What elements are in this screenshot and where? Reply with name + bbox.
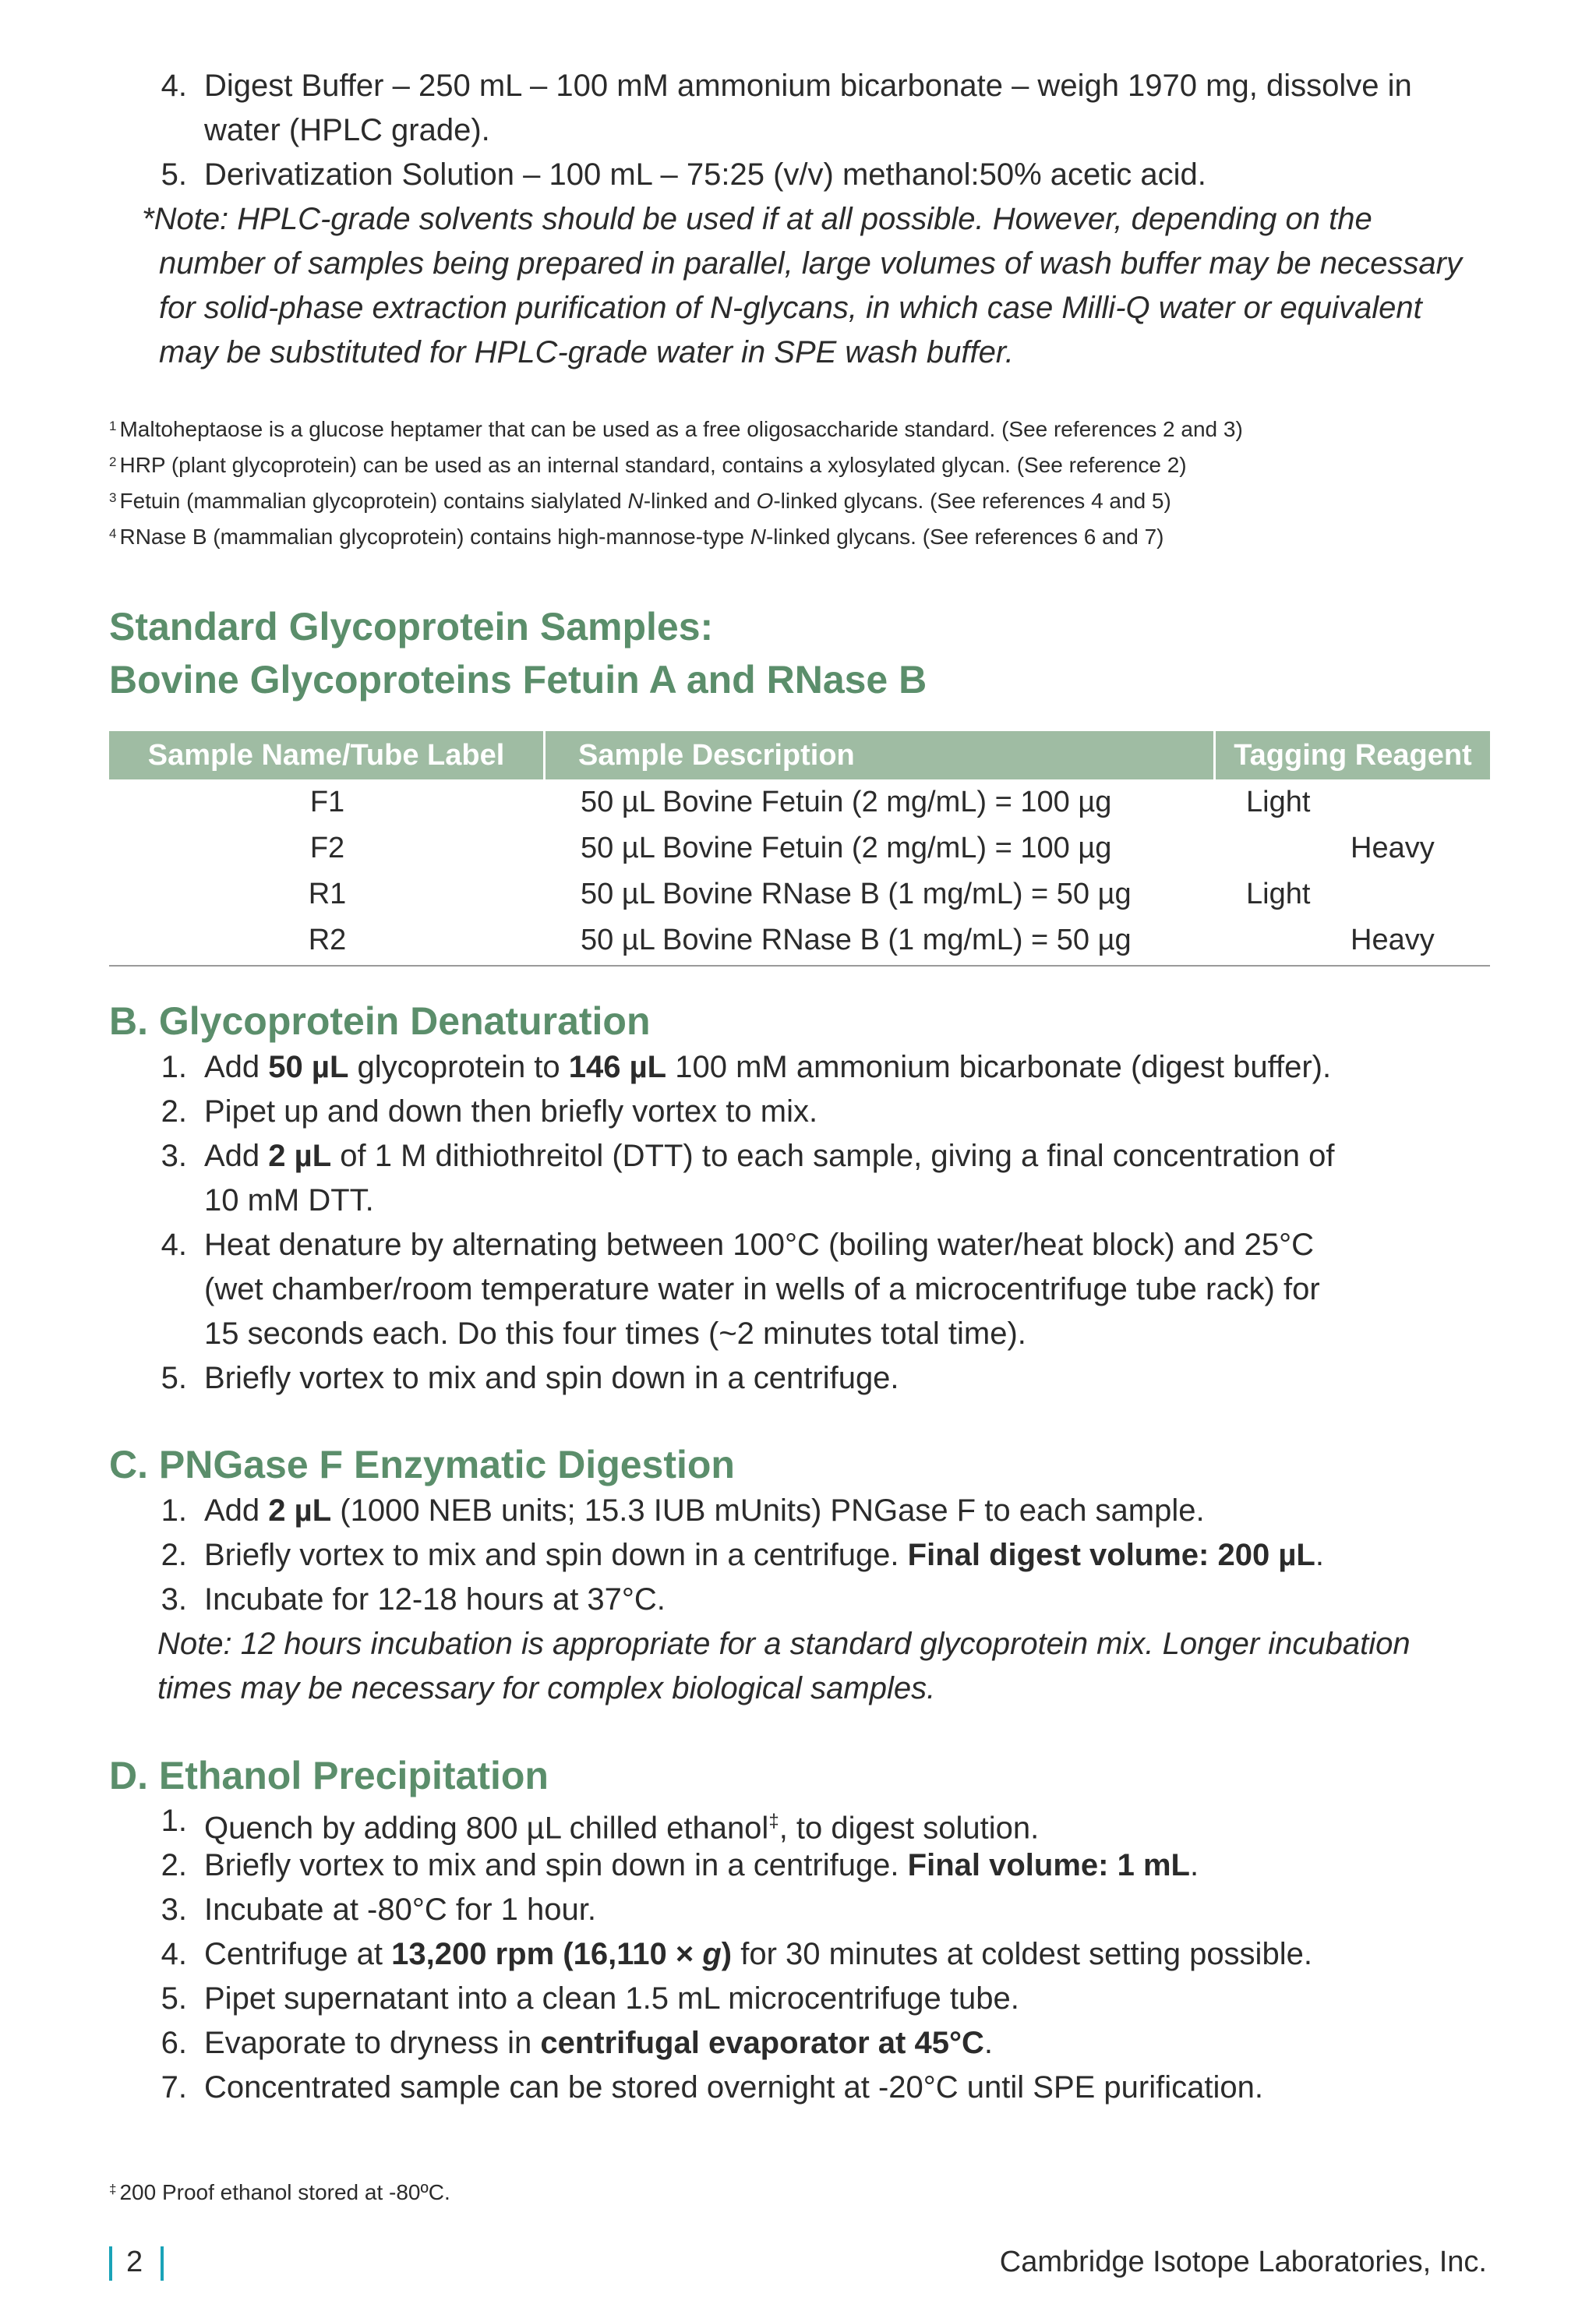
footnote-marker: ‡	[768, 1811, 779, 1832]
text-run: (1000 NEB units; 15.3 IUB mUnits) PNGase F to each sample.	[331, 1493, 1205, 1528]
text-run: glycoprotein to	[348, 1050, 569, 1084]
footnote	[109, 444, 1187, 483]
footnote-text: Fetuin (mammalian glycoprotein) contains sialylated	[119, 489, 628, 513]
table-header	[109, 731, 1490, 779]
cell-label: R1	[308, 878, 347, 910]
text-run: .	[1315, 1538, 1324, 1572]
list-number: 6.	[161, 2026, 187, 2060]
list-number: 2.	[161, 1848, 187, 1882]
table-bottom-rule	[109, 965, 1490, 967]
list-number: 2.	[161, 1538, 187, 1572]
list-text	[204, 2021, 1448, 2066]
list-text: Pipet up and down then briefly vortex to mix.	[204, 1094, 818, 1129]
list-item	[0, 1134, 1596, 1223]
cell-description: 50 µL Bovine RNase B (1 mg/mL) = 50 µg	[581, 878, 1132, 910]
text-run: Briefly vortex to mix and spin down in a centrifuge.	[204, 1538, 908, 1572]
list-number: 3.	[161, 1582, 187, 1617]
text-run: for 30 minutes at coldest setting possible.	[732, 1937, 1312, 1971]
footnote	[109, 408, 1243, 447]
list-item	[0, 1223, 1596, 1356]
footnote-text: 200 Proof ethanol stored at -80ºC.	[119, 2180, 450, 2204]
footnote-text: -linked glycans. (See references 6 and 7)	[765, 525, 1164, 549]
text-run: Centrifuge at	[204, 1937, 392, 1971]
footnote-text: -linked and	[643, 489, 757, 513]
page-number: 2	[126, 2246, 143, 2278]
text-run: .	[983, 2026, 993, 2060]
list-number: 1.	[161, 1493, 187, 1528]
footer-divider	[109, 2246, 112, 2281]
incubation-note: Note: 12 hours incubation is appropriate for a standard glycoprotein mix. Longer incubation times may be necessary for complex biological samples.	[157, 1627, 1411, 1705]
table-row	[109, 825, 1490, 871]
cell-description: 50 µL Bovine RNase B (1 mg/mL) = 50 µg	[581, 924, 1132, 956]
footer-divider	[161, 2246, 164, 2281]
list-text	[204, 1489, 1448, 1533]
list-text: Heat denature by alternating between 100°C (boiling water/heat block) and 25°C (wet chamber/room temperature water in wells of a microcentrifuge tube rack) for 15 seconds each. Do this four times (~2 minutes total time).	[204, 1228, 1320, 1351]
cell-label: F1	[309, 786, 345, 818]
bold-run: 13,200 rpm (16,110 ×	[391, 1937, 703, 1971]
section-b-heading: B. Glycoprotein Denaturation	[109, 999, 651, 1043]
footnote-italic: O	[756, 489, 774, 513]
column-header: Sample Name/Tube Label	[109, 731, 546, 779]
list-text: Derivatization Solution – 100 mL – 75:25 (v/v) methanol:50% acetic acid.	[204, 157, 1206, 192]
list-number: 1.	[161, 1804, 187, 1838]
cell-tag: Heavy	[1351, 832, 1435, 864]
list-item	[0, 64, 1596, 153]
text-run: Briefly vortex to mix and spin down in a centrifuge.	[204, 1848, 908, 1882]
table-row	[109, 871, 1490, 917]
list-text: Incubate at -80°C for 1 hour.	[204, 1893, 596, 1927]
footnote	[109, 516, 1163, 555]
text-run: Add	[204, 1493, 269, 1528]
standard-samples-heading	[109, 600, 927, 706]
footnote	[109, 480, 1171, 519]
ethanol-footnote	[109, 2172, 450, 2211]
footnote-marker: ‡	[109, 2182, 117, 2197]
text-run: Quench by adding 800 µL chilled ethanol	[204, 1811, 769, 1846]
list-number: 4.	[161, 1937, 187, 1971]
list-text: Digest Buffer – 250 mL – 100 mM ammonium bicarbonate – weigh 1970 mg, dissolve in water (HPLC grade).	[204, 69, 1412, 147]
list-text: Incubate for 12-18 hours at 37°C.	[204, 1582, 666, 1617]
footnote-text: -linked glycans. (See references 4 and 5)	[773, 489, 1171, 513]
table-row	[109, 917, 1490, 963]
footnote-marker: 4	[109, 526, 117, 541]
section-c-heading: C. PNGase F Enzymatic Digestion	[109, 1443, 735, 1486]
footnote-italic: N	[627, 489, 644, 513]
footnote-text: RNase B (mammalian glycoprotein) contains high-mannose-type	[119, 525, 750, 549]
cell-label: F2	[309, 832, 345, 864]
list-number: 5.	[161, 157, 187, 192]
list-text	[204, 1932, 1448, 1977]
list-number: 5.	[161, 1361, 187, 1395]
footnote-italic: N	[750, 525, 766, 549]
text-run: 100 mM ammonium bicarbonate (digest buffer).	[666, 1050, 1332, 1084]
footnote-marker: 2	[109, 454, 117, 469]
bold-run: Final digest volume: 200 µL	[907, 1538, 1315, 1572]
text-run: .	[1189, 1848, 1199, 1882]
solvent-note-text: *Note: HPLC-grade solvents should be used if at all possible. However, depending on the number of samples being prepared in parallel, large volumes of wash buffer may be necessary for solid-phase extraction purification of N-glycans, in which case Milli-Q water or equivalent may be substituted for HPLC-grade water in SPE wash buffer.	[142, 202, 1462, 369]
cell-tag: Light	[1246, 786, 1311, 818]
bold-run: 2 µL	[268, 1139, 332, 1173]
list-number: 2.	[161, 1094, 187, 1129]
bold-run: 2 µL	[268, 1493, 332, 1528]
list-number: 4.	[161, 69, 187, 103]
cell-tag: Light	[1246, 878, 1311, 910]
samples-table	[109, 731, 1490, 963]
bold-run: 50 µL	[268, 1050, 349, 1084]
bold-run: Final volume: 1 mL	[907, 1848, 1190, 1882]
company-name: Cambridge Isotope Laboratories, Inc.	[999, 2246, 1487, 2278]
cell-tag: Heavy	[1351, 924, 1435, 956]
bold-italic-run: g	[702, 1937, 722, 1971]
list-text: Concentrated sample can be stored overnight at -20°C until SPE purification.	[204, 2070, 1263, 2105]
heading-line: Standard Glycoprotein Samples:	[109, 605, 714, 649]
list-number: 3.	[161, 1139, 187, 1173]
column-header: Sample Description	[546, 731, 1216, 779]
list-number: 1.	[161, 1050, 187, 1084]
list-number: 3.	[161, 1893, 187, 1927]
list-text	[204, 1045, 1448, 1090]
footnote-marker: 1	[109, 419, 117, 433]
bold-run: centrifugal evaporator at 45°C	[540, 2026, 984, 2060]
list-number: 5.	[161, 1981, 187, 2016]
text-run: , to digest solution.	[779, 1811, 1040, 1846]
solvent-note	[142, 197, 1482, 375]
footnote-text: HRP (plant glycoprotein) can be used as an internal standard, contains a xylosylated glycan. (See reference 2)	[119, 453, 1187, 477]
cell-description: 50 µL Bovine Fetuin (2 mg/mL) = 100 µg	[581, 786, 1112, 818]
cell-description: 50 µL Bovine Fetuin (2 mg/mL) = 100 µg	[581, 832, 1112, 864]
section-d-heading: D. Ethanol Precipitation	[109, 1754, 549, 1797]
list-text: Briefly vortex to mix and spin down in a centrifuge.	[204, 1361, 899, 1395]
text-run: Add	[204, 1139, 269, 1173]
column-header: Tagging Reagent	[1234, 739, 1472, 772]
text-run: Add	[204, 1050, 269, 1084]
bold-run: 146 µL	[568, 1050, 667, 1084]
footnote-text: Maltoheptaose is a glucose heptamer that can be used as a free oligosaccharide standard. (See references 2 and 3)	[119, 417, 1243, 441]
table-row	[109, 779, 1490, 825]
footnote-marker: 3	[109, 490, 117, 505]
list-number: 4.	[161, 1228, 187, 1262]
text-run: of 1 M dithiothreitol (DTT) to each sample, giving a final concentration of 10 mM DTT.	[204, 1139, 1335, 1218]
heading-line: Bovine Glycoproteins Fetuin A and RNase B	[109, 658, 927, 702]
bold-run: )	[721, 1937, 733, 1971]
list-text	[204, 1843, 1448, 1888]
list-number: 7.	[161, 2070, 187, 2105]
text-run: Evaporate to dryness in	[204, 2026, 541, 2060]
list-text: Pipet supernatant into a clean 1.5 mL microcentrifuge tube.	[204, 1981, 1019, 2016]
list-text	[204, 1533, 1448, 1578]
list-text	[204, 1134, 1362, 1223]
cell-label: R2	[308, 924, 347, 956]
